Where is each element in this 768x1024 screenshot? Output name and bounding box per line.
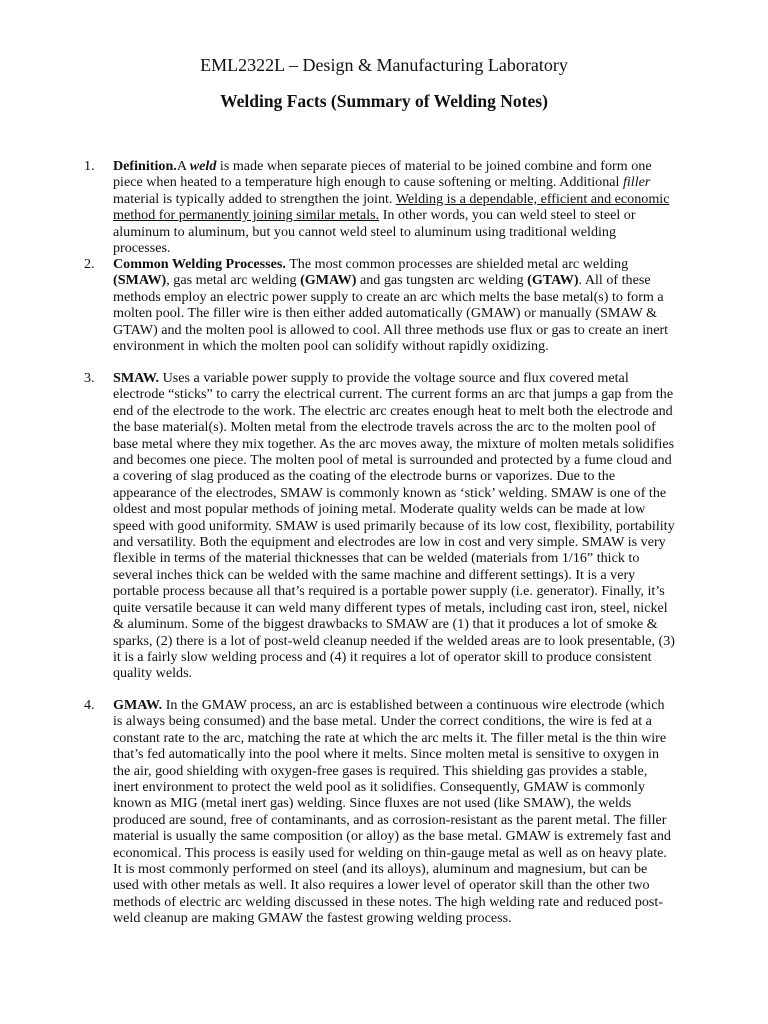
underlined-statement: Welding is a dependable, efficient and economic method for permanently joining similar metals. — [113, 190, 670, 224]
list-item-gmaw — [84, 697, 676, 927]
item-number: 2. — [84, 256, 95, 272]
list-item-smaw — [84, 370, 676, 682]
abbr-smaw: (SMAW) — [113, 272, 167, 289]
text-run: . All of these methods employ an electric power supply to create an arc which melts the base metal(s) to form a molten pool. The filler wire is then either added automatically (GMAW) or manually (SMAW & GTAW) and the molten pool is allowed to cool. All three methods use flux or gas to create an inert environment in which the molten pool can solidify without rapidly oxidizing. — [113, 272, 669, 355]
term-weld: weld — [189, 158, 217, 174]
item-body — [113, 697, 676, 927]
item-body — [113, 158, 676, 256]
abbr-gmaw: (GMAW) — [300, 272, 357, 289]
list-item-common-processes — [84, 256, 676, 354]
item-body — [113, 370, 676, 682]
course-title: EML2322L – Design & Manufacturing Laboratory — [200, 55, 568, 75]
item-number: 4. — [84, 697, 95, 713]
text-run: A — [176, 158, 190, 174]
text-run: In other words, you can weld steel to steel or aluminum to aluminum, but you cannot weld steel to aluminum using traditional welding processes. — [113, 207, 636, 257]
text-run: is made when separate pieces of material to be joined combine and form one piece when heated to a temperature high enough to cause softening or melting. Additional — [113, 158, 652, 191]
term-filler: filler — [622, 174, 651, 191]
text-run: The most common processes are shielded metal arc welding — [285, 256, 629, 272]
item-heading: SMAW. — [113, 370, 160, 386]
text-run: , gas metal arc welding — [166, 272, 301, 289]
item-number: 3. — [84, 370, 95, 386]
text-run: In the GMAW process, an arc is established between a continuous wire electrode (which is always being consumed) and the base metal. Under the correct conditions, the wire is fed at a constant rate to the arc, matching the rate at which the arc melts it. The filler metal is the thin wire that’s fed automatically into the pool where it melts. Since molten metal is sensitive to oxygen in the air, good shielding with oxygen-free gases is required. This shielding gas provides a stable, inert environment to protect the weld pool as it solidifies. Consequently, GMAW is commonly known as MIG (metal inert gas) welding. Since fluxes are not used (like SMAW), the welds produced are sound, free of contaminants, and as corrosion-resistant as the parent metal. The filler material is usually the same composition (or alloy) as the base metal. GMAW is extremely fast and economical. This process is easily used for welding on thin-gauge metal as well as on heavy plate. It is most commonly performed on steel (and its alloys), aluminum and magnesium, but can be used with other metals as well. It also requires a lower level of operator skill than the other two methods of electric arc welding discussed in these notes. The high welding rate and reduced post-weld cleanup are making GMAW the fastest growing welding process. — [113, 697, 671, 927]
item-heading: Definition. — [113, 158, 177, 174]
document-title: Welding Facts (Summary of Welding Notes) — [220, 91, 548, 111]
item-body — [113, 256, 676, 354]
text-run: and gas tungsten arc welding — [356, 272, 528, 289]
abbr-gtaw: (GTAW) — [527, 272, 579, 289]
list-item-definition — [84, 158, 676, 256]
item-heading: GMAW. — [113, 697, 163, 713]
text-run: material is typically added to strengthen the joint. — [113, 190, 396, 207]
text-run: Uses a variable power supply to provide the voltage source and flux covered metal electrode “sticks” to carry the electrical current. The current forms an arc that jumps a gap from the end of the electrode to the work. The electric arc creates enough heat to melt both the electrode and the base material(s). Molten metal from the electrode travels across the arc to the molten pool of base metal where they mix together. As the arc moves away, the mixture of molten metals solidifies and becomes one piece. The molten pool of metal is surrounded and protected by a fume cloud and a covering of slag produced as the coating of the electrode burns or vaporizes. Due to the appearance of the electrodes, SMAW is commonly known as ‘stick’ welding. SMAW is one of the oldest and most popular methods of joining metal. Moderate quality welds can be made at low speed with good uniformity. SMAW is used primarily because of its low cost, flexibility, portability and versatility. Both the equipment and electrodes are low in cost and very simple. SMAW is very flexible in terms of the material thicknesses that can be welded (materials from 1/16” thick to several inches thick can be welded with the same machine and different settings). It is a very portable process because all that’s required is a portable power supply (i.e. generator). Finally, it’s quite versatile because it can weld many different types of metals, including cast iron, steel, nickel & aluminum. Some of the biggest drawbacks to SMAW are (1) that it produces a lot of smoke & sparks, (2) there is a lot of post-weld cleanup needed if the welded areas are to look presentable, (3) it is a fairly slow welding process and (4) it requires a lot of operator skill to produce consistent quality welds. — [113, 370, 675, 682]
item-heading: Common Welding Processes. — [113, 256, 286, 272]
item-number: 1. — [84, 158, 95, 174]
